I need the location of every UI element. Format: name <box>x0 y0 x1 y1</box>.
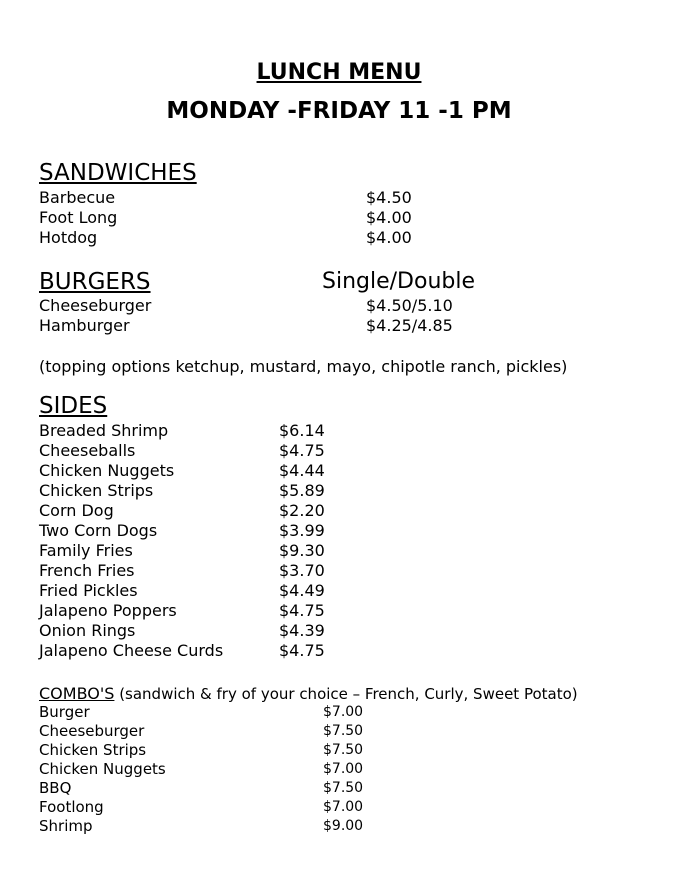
item-price: $7.00 <box>323 704 364 720</box>
item-name: Hamburger <box>39 316 130 335</box>
item-name: BBQ <box>39 779 72 797</box>
menu-hours: MONDAY -FRIDAY 11 -1 PM <box>166 98 512 124</box>
burgers-column-heading: Single/Double <box>322 269 476 294</box>
item-price: $4.50/5.10 <box>366 296 453 315</box>
item-price: $4.75 <box>279 641 325 660</box>
item-price: $4.00 <box>366 208 412 227</box>
item-name: French Fries <box>39 561 135 580</box>
combos-heading-line <box>39 684 578 703</box>
item-name: Cheeseburger <box>39 296 152 315</box>
item-price: $4.25/4.85 <box>366 316 453 335</box>
sandwiches-heading: SANDWICHES <box>39 160 197 186</box>
item-price: $4.75 <box>279 441 325 460</box>
combos-heading: COMBO'S <box>39 684 115 703</box>
item-price: $7.00 <box>323 761 364 777</box>
combos-description: (sandwich & fry of your choice – French, Curly, Sweet Potato) <box>114 685 578 703</box>
item-name: Foot Long <box>39 208 118 227</box>
topping-note: (topping options ketchup, mustard, mayo, chipotle ranch, pickles) <box>39 357 568 376</box>
item-price: $3.70 <box>279 561 325 580</box>
item-name: Chicken Strips <box>39 481 154 500</box>
sides-heading: SIDES <box>39 393 108 419</box>
item-price: $9.00 <box>323 818 364 834</box>
item-name: Barbecue <box>39 188 116 207</box>
item-name: Two Corn Dogs <box>39 521 158 540</box>
item-price: $4.44 <box>279 461 325 480</box>
item-price: $5.89 <box>279 481 325 500</box>
item-price: $4.75 <box>279 601 325 620</box>
item-name: Chicken Nuggets <box>39 461 175 480</box>
item-name: Chicken Strips <box>39 741 147 759</box>
item-price: $4.00 <box>366 228 412 247</box>
item-name: Footlong <box>39 798 104 816</box>
item-name: Onion Rings <box>39 621 136 640</box>
item-name: Chicken Nuggets <box>39 760 166 778</box>
item-name: Cheeseballs <box>39 441 136 460</box>
item-name: Corn Dog <box>39 501 114 520</box>
item-price: $6.14 <box>279 421 325 440</box>
item-price: $4.50 <box>366 188 412 207</box>
menu-title: LUNCH MENU <box>256 60 422 85</box>
item-price: $3.99 <box>279 521 325 540</box>
item-price: $7.00 <box>323 799 364 815</box>
item-name: Burger <box>39 703 90 721</box>
item-price: $4.39 <box>279 621 325 640</box>
item-name: Hotdog <box>39 228 98 247</box>
item-price: $7.50 <box>323 723 364 739</box>
item-price: $7.50 <box>323 780 364 796</box>
item-price: $9.30 <box>279 541 325 560</box>
item-name: Jalapeno Poppers <box>39 601 177 620</box>
item-name: Shrimp <box>39 817 93 835</box>
item-name: Fried Pickles <box>39 581 138 600</box>
item-price: $7.50 <box>323 742 364 758</box>
item-name: Family Fries <box>39 541 133 560</box>
item-name: Cheeseburger <box>39 722 145 740</box>
item-name: Jalapeno Cheese Curds <box>39 641 224 660</box>
burgers-heading: BURGERS <box>39 269 151 295</box>
item-name: Breaded Shrimp <box>39 421 169 440</box>
item-price: $2.20 <box>279 501 325 520</box>
item-price: $4.49 <box>279 581 325 600</box>
